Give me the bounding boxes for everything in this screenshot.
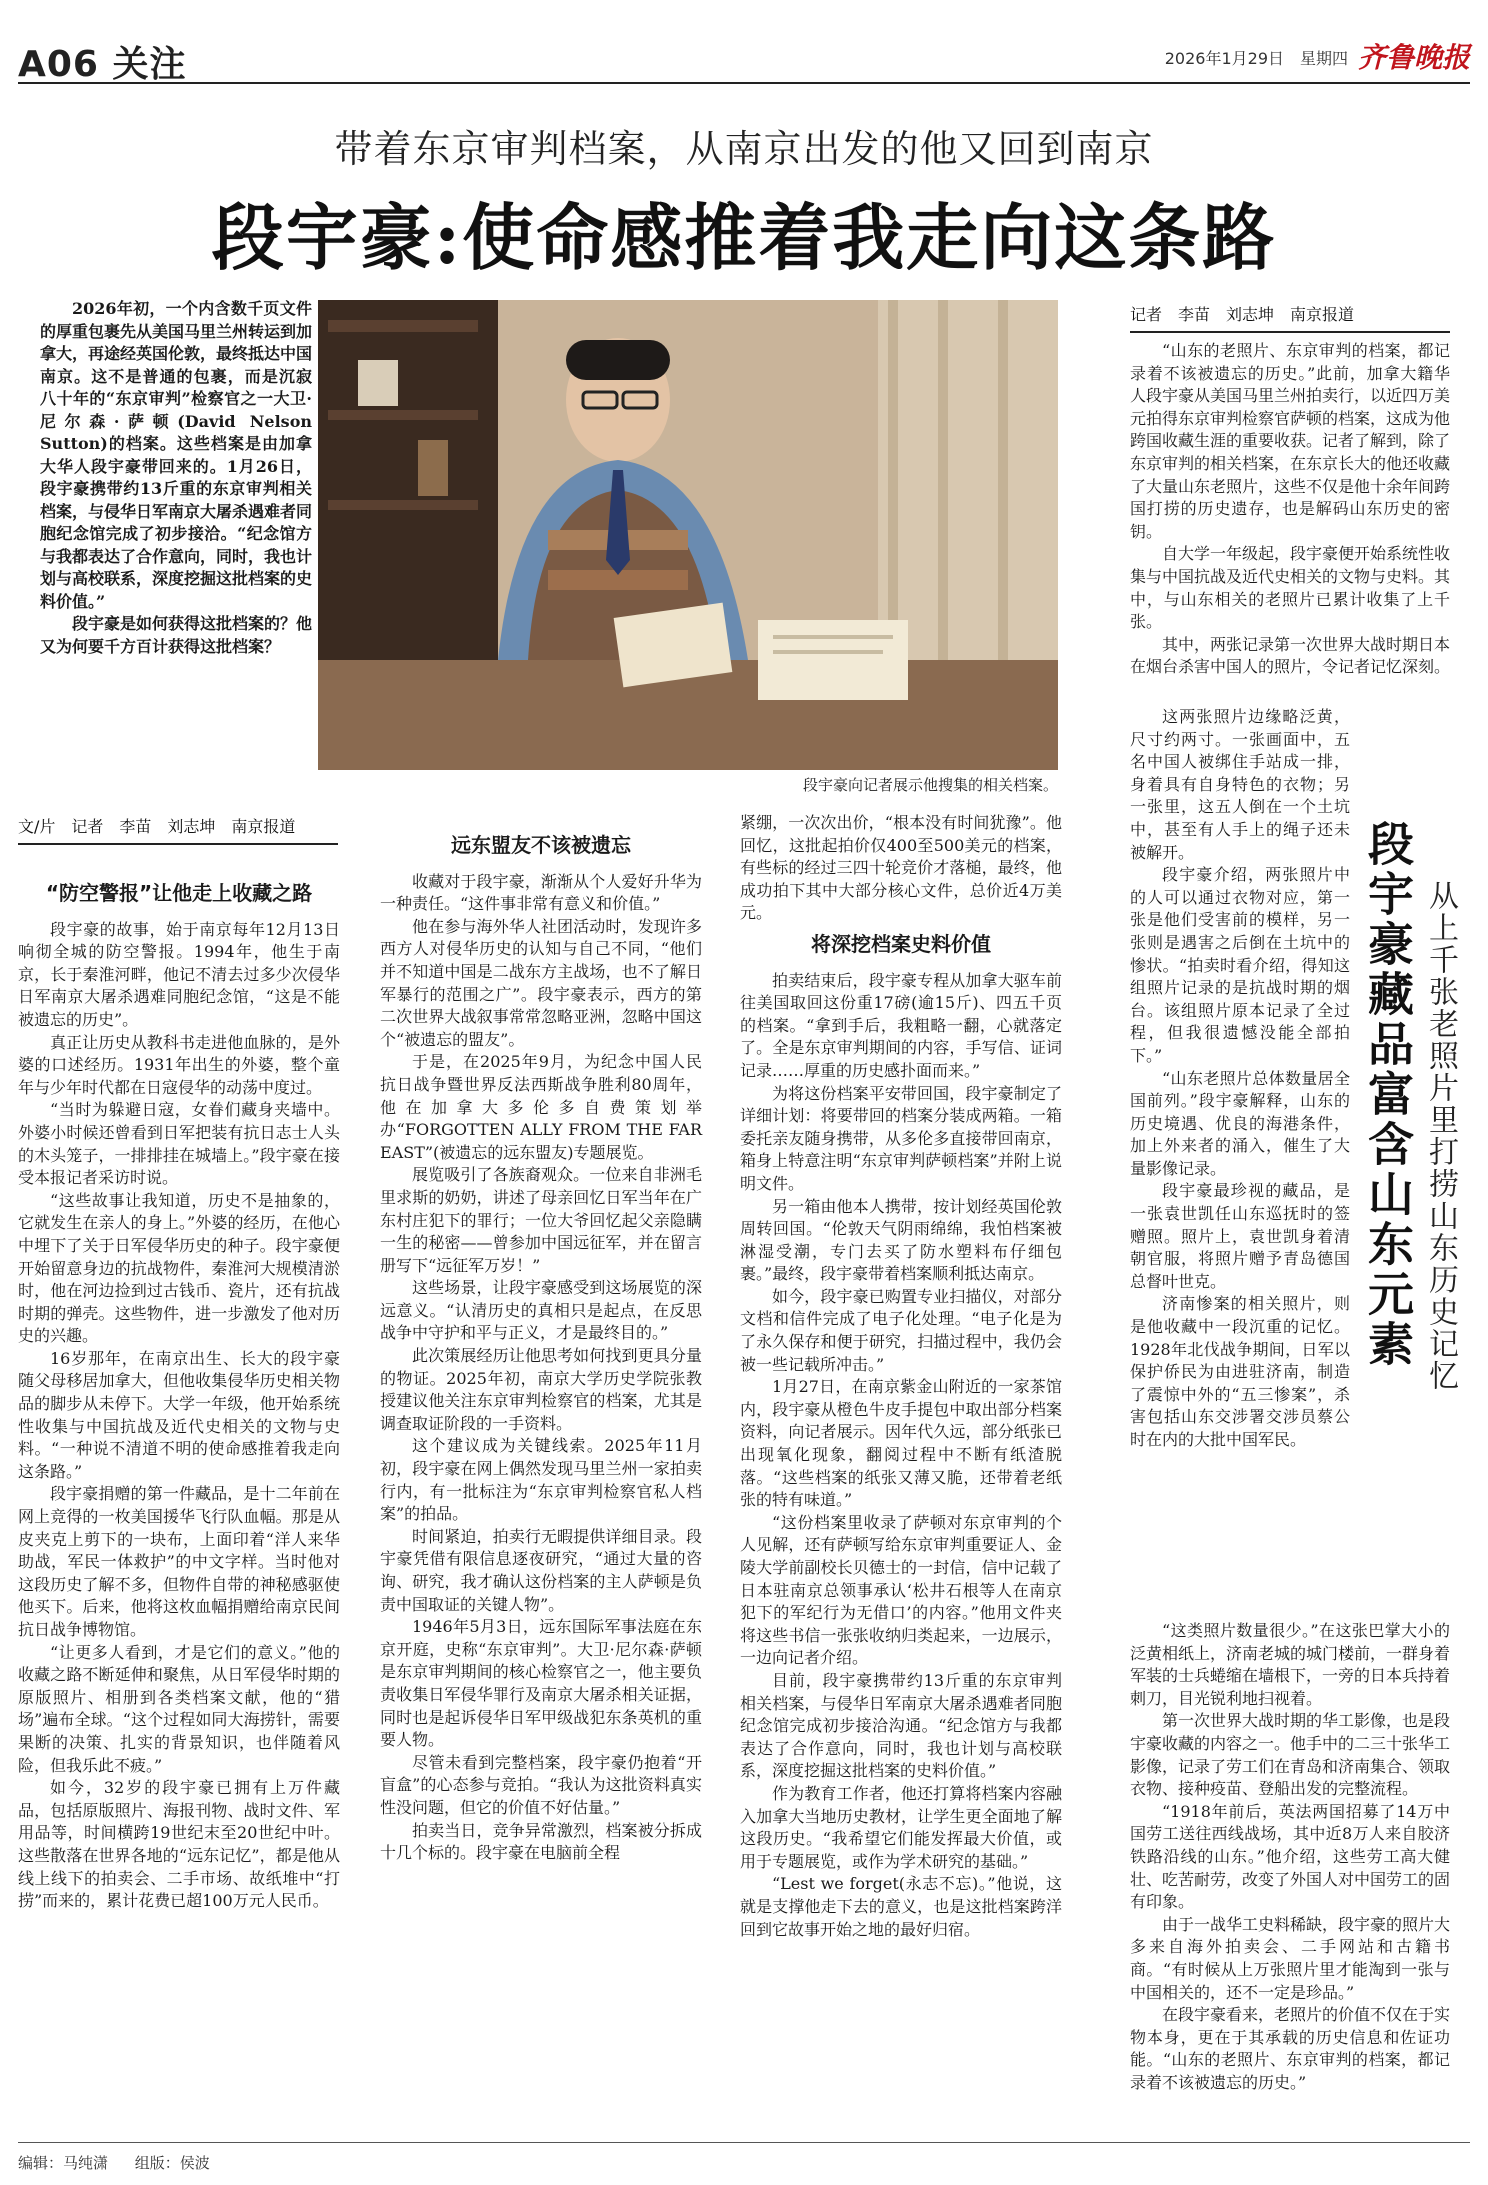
col3-paragraph: 另一箱由他本人携带，按计划经英国伦敦周转回国。“伦敦天气阴雨绵绵，我怕档案被淋湿受潮，专门去买了防水塑料布仔细包裹。”最终，段宇豪带着档案顺利抵达南京。: [740, 1196, 1062, 1284]
col4-narrow-paragraph: 段宇豪最珍视的藏品，是一张袁世凯任山东巡抚时的签赠照。照片上，袁世凯身着清朝官服，将照片赠予青岛德国总督叶世克。: [1130, 1181, 1350, 1291]
col4-paragraph: 自大学一年级起，段宇豪便开始系统性收集与中国抗战及近代史相关的文物与史料。其中，与山东相关的老照片已累计收集了上千张。: [1130, 544, 1451, 632]
side-headline-subtitle: 从上千张老照片里打捞山东历史记忆: [1423, 880, 1458, 1392]
layout-credit: 组版：侯波: [134, 2154, 210, 2172]
page-number: A06 关注: [18, 44, 187, 85]
col1-paragraph: 段宇豪的故事，始于南京每年12月13日响彻全城的防空警报。1994年，他生于南京，长于秦淮河畔，他记不清去过多少次侵华日军南京大屠杀遇难同胞纪念馆，“这是不能被遗忘的历史”。: [18, 919, 340, 1029]
col3-heading: 将深挖档案史料价值: [811, 931, 991, 956]
col1-paragraph: “这些故事让我知道，历史不是抽象的，它就发生在亲人的身上。”外婆的经历，在他心中埋下了关于日军侵华历史的种子。段宇豪便开始留意身边的抗战物件，秦淮河大规模清淤时，他在河边捡到过古钱币、瓷片，还有抗战时期的弹壳。这些物件，进一步激发了他对历史的兴趣。: [18, 1190, 340, 1346]
col4-narrow-paragraph: 这两张照片边缘略泛黄，尺寸约两寸。一张画面中，五名中国人被绑住手站成一排，身着具有自身特色的衣物；另一张里，这五人倒在一个土坑中，甚至有人手上的绳子还未被解开。: [1130, 707, 1350, 862]
col2-paragraph: 展览吸引了各族裔观众。一位来自非洲毛里求斯的奶奶，讲述了母亲回忆日军当年在广东村庄犯下的罪行；一位大爷回忆起父亲隐瞒一生的秘密——曾参加中国远征军，并在留言册写下“远征军万岁！”: [380, 1165, 702, 1275]
col2-paragraph: 拍卖当日，竞争异常激烈，档案被分拆成十几个标的。段宇豪在电脑前全程: [380, 1820, 702, 1863]
col4-paragraph: “山东的老照片、东京审判的档案，都记录着不该被遗忘的历史。”此前，加拿大籍华人段宇豪从美国马里兰州拍卖行，以近四万美元拍得东京审判检察官萨顿的档案，这成为他跨国收藏生涯的重要收获。记者了解到，除了东京审判的相关档案，在东京长大的他还收藏了大量山东老照片，这些不仅是他十余年间跨国打捞的历史遗存，也是解码山东历史的密钥。: [1130, 341, 1451, 541]
col3-paragraph: “这份档案里收录了萨顿对东京审判的个人见解，还有萨顿写给东京审判重要证人、金陵大学前副校长贝德士的一封信，信中记载了日本驻南京总领事承认‘松井石根等人在南京犯下的军纪行为无借口’的内容。”他用文件夹将这些书信一张张收纳归类起来，一边展示，一边向记者介绍。: [740, 1512, 1062, 1668]
lead-text-2: 段宇豪是如何获得这批档案的？他又为何要千方百计获得这批档案？: [40, 614, 313, 656]
col3-paragraph: 为将这份档案平安带回国，段宇豪制定了详细计划：将要带回的档案分装成两箱。一箱委托亲友随身携带，从多伦多直接带回南京，箱身上特意注明“东京审判萨顿档案”并附上说明文件。: [740, 1083, 1062, 1193]
col2-paragraph: 此次策展经历让他思考如何找到更具分量的物证。2025年初，南京大学历史学院张教授建议他关注东京审判检察官的档案，尤其是调查取证阶段的一手资料。: [380, 1346, 702, 1433]
photo-caption: 段宇豪向记者展示他搜集的相关档案。: [802, 776, 1058, 794]
article-title: 段宇豪:使命感推着我走向这条路: [211, 195, 1277, 280]
column-4-top: [1130, 340, 1450, 679]
col4-bottom-paragraph: 第一次世界大战时期的华工影像，也是段宇豪收藏的内容之一。他手中的二三十张华工影像，记录了劳工们在青岛和济南集合、领取衣物、接种疫苗、登船出发的完整流程。: [1130, 1711, 1451, 1799]
editor-credit: 编辑：马纯潇: [18, 2154, 109, 2172]
col3-intro: 紧绷，一次次出价，“根本没有时间犹豫”。他回忆，这批起拍价仅400至500美元的档案，有些标的经过三四十轮竞价才落槌，最终，他成功拍下其中大部分核心文件，总价近4万美元。: [740, 813, 1062, 923]
col1-heading: “防空警报”让他走上收藏之路: [45, 881, 313, 905]
col4-bottom-paragraph: 由于一战华工史料稀缺，段宇豪的照片大多来自海外拍卖会、二手网站和古籍书商。“有时候从上万张照片里才能淘到一张与中国相关的，还不一定是珍品。”: [1130, 1914, 1451, 2002]
col1-paragraph: “让更多人看到，才是它们的意义。”他的收藏之路不断延伸和聚焦，从日军侵华时期的原版照片、相册到各类档案文献，他的“猎场”遍布全球。“这个过程如同大海捞针，需要果断的决策、扎实的背景知识，也伴随着风险，但我乐此不疲。”: [18, 1642, 340, 1775]
col4-narrow-paragraph: 段宇豪介绍，两张照片中的人可以通过衣物对应，第一张是他们受害前的模样，另一张则是遇害之后倒在土坑中的惨状。“拍卖时看介绍，得知这组照片记录的是抗战时期的烟台。该组照片原本记录了全过程，但我很遗憾没能全部拍下。”: [1130, 865, 1350, 1065]
column-1: [18, 874, 340, 1913]
col2-paragraph: 时间紧迫，拍卖行无暇提供详细目录。段宇豪凭借有限信息逐夜研究，“通过大量的咨询、研究，我才确认这份档案的主人萨顿是负责中国取证的关键人物”。: [380, 1526, 702, 1614]
side-headline-title: 段宇豪藏品富含山东元素: [1361, 820, 1415, 1370]
col2-paragraph: 这个建议成为关键线索。2025年11月初，段宇豪在网上偶然发现马里兰州一家拍卖行内，有一批标注为“东京审判检察官私人档案”的拍品。: [380, 1436, 702, 1524]
col4-bottom-paragraph: “1918年前后，英法两国招募了14万中国劳工送往西线战场，其中近8万人来自胶济铁路沿线的山东。”他介绍，这些劳工高大健壮、吃苦耐劳，改变了外国人对中国劳工的固有印象。: [1130, 1801, 1451, 1912]
col2-heading: 远东盟友不该被遗忘: [451, 833, 631, 857]
col3-paragraph: 作为教育工作者，他还打算将档案内容融入加拿大当地历史教材，让学生更全面地了解这段历史。“我希望它们能发挥最大价值，或用于专题展览，或作为学术研究的基础。”: [740, 1783, 1062, 1871]
article-photo: [318, 300, 1058, 770]
issue-date: 2026年1月29日 星期四: [1164, 49, 1348, 68]
col2-paragraph: 尽管未看到完整档案，段宇豪仍抱着“开盲盒”的心态参与竞拍。“我认为这批资料真实性没问题，但它的价值不好估量。”: [380, 1752, 702, 1817]
col2-paragraph: 收藏对于段宇豪，渐渐从个人爱好升华为一种责任。“这件事非常有意义和价值。”: [380, 871, 702, 914]
col4-paragraph: 其中，两张记录第一次世界大战时期日本在烟台杀害中国人的照片，令记者记忆深刻。: [1130, 634, 1451, 677]
lead-paragraph: [40, 298, 312, 658]
byline-right: 记者 李苗 刘志坤 南京报道: [1130, 302, 1450, 333]
column-3: [740, 812, 1062, 1941]
lead-text-1: 2026年初，一个内含数千页文件的厚重包裹先从美国马里兰州转运到加拿大，再途经英国伦敦，最终抵达中国南京。: [40, 299, 313, 386]
column-2: [380, 826, 702, 1865]
col2-paragraph: 1946年5月3日，远东国际军事法庭在东京开庭，史称“东京审判”。大卫·尼尔森·萨顿是东京审判期间的核心检察官之一，他主要负责收集日军侵华罪行及南京大屠杀相关证据，同时也是起诉侵华日军甲级战犯东条英机的重要人物。: [380, 1617, 702, 1750]
col2-paragraph: 于是，在2025年9月，为纪念中国人民抗日战争暨世界反法西斯战争胜利80周年，他在加拿大多伦多自费策划举办“FORGOTTEN ALLY FROM THE FAR EAST”(被遗忘的远东盟友)专题展览。: [380, 1052, 702, 1162]
header-rule: [18, 82, 1470, 84]
masthead-logo: 齐鲁晚报: [1357, 41, 1470, 74]
col4-narrow-paragraph: “山东老照片总体数量居全国前列。”段宇豪解释，山东的历史境遇、优良的海港条件，加上外来者的涌入，催生了大量影像记录。: [1130, 1068, 1350, 1178]
byline-left: 文/片 记者 李苗 刘志坤 南京报道: [18, 814, 338, 845]
column-4-narrow: [1130, 706, 1350, 1452]
lead-text-1b: 这不是普通的包裹，而是沉寂八十年的“东京审判”检察官之一大卫·尼尔森·萨顿(David Nelson Sutton)的档案。这些档案是由加拿大华人段宇豪带回来的。1月26日，段宇豪携带约13斤重的东京审判相关档案，与侵华日军南京大屠杀遇难者同胞纪念馆完成了初步接洽。“纪念馆方与我都表达了合作意向，同时，我也计划与高校联系，深度挖掘这批档案的史料价值。”: [40, 366, 313, 611]
col4-bottom-paragraph: “这类照片数量很少。”在这张巴掌大小的泛黄相纸上，济南老城的城门楼前，一群身着军装的士兵蜷缩在墙根下，一旁的日本兵持着刺刀，目光锐利地扫视着。: [1130, 1621, 1451, 1708]
col3-paragraph: 1月27日，在南京紫金山附近的一家茶馆内，段宇豪从橙色牛皮手提包中取出部分档案资料，向记者展示。因年代久远，部分纸张已出现氧化现象，翻阅过程中不断有纸渣脱落。“这些档案的纸张又薄又脆，还带着老纸张的特有味道。”: [740, 1377, 1062, 1510]
col2-paragraph: 这些场景，让段宇豪感受到这场展览的深远意义。“认清历史的真相只是起点，在反思战争中守护和平与正义，才是最终目的。”: [380, 1278, 702, 1343]
col3-paragraph: 拍卖结束后，段宇豪专程从加拿大驱车前往美国取回这份重17磅(逾15斤)、四五千页的档案。“拿到手后，我粗略一翻，心就落定了。全是东京审判期间的内容，手写信、证词记录……厚重的历史感扑面而来。”: [740, 970, 1062, 1080]
footer-rule: [18, 2142, 1470, 2143]
col3-paragraph: “Lest we forget(永志不忘)。”他说，这就是支撑他走下去的意义，也是这批档案跨洋回到它故事开始之地的最好归宿。: [740, 1874, 1062, 1939]
col1-paragraph: 如今，32岁的段宇豪已拥有上万件藏品，包括原版照片、海报刊物、战时文件、军用品等，时间横跨19世纪末至20世纪中叶。这些散落在世界各地的“远东记忆”，都是他从线上线下的拍卖会、二手市场、故纸堆中“打捞”而来的，累计花费已超100万元人民币。: [18, 1778, 340, 1911]
col1-paragraph: 16岁那年，在南京出生、长大的段宇豪随父母移居加拿大，但他收集侵华历史相关物品的脚步从未停下。大学一年级，他开始系统性收集与中国抗战及近代史相关的文物与史料。“一种说不清道不明的使命感推着我走向这条路。”: [18, 1348, 340, 1481]
article-subtitle: 带着东京审判档案，从南京出发的他又回到南京: [334, 127, 1154, 171]
col4-bottom-paragraph: 在段宇豪看来，老照片的价值不仅在于实物本身，更在于其承载的历史信息和佐证功能。“山东的老照片、东京审判的档案，都记录着不该被遗忘的历史。”: [1130, 2005, 1451, 2092]
photo-illustration: [318, 300, 1058, 770]
col1-paragraph: 段宇豪捐赠的第一件藏品，是十二年前在网上竞得的一枚美国援华飞行队血幅。那是从皮夹克上剪下的一块布，上面印着“洋人来华助战，军民一体救护”的中文字样。当时他对这段历史了解不多，但物件自带的神秘感驱使他买下。后来，他将这枚血幅捐赠给南京民间抗日战争博物馆。: [18, 1484, 340, 1639]
column-4-bottom: [1130, 1620, 1450, 2094]
col3-paragraph: 目前，段宇豪携带约13斤重的东京审判相关档案，与侵华日军南京大屠杀遇难者同胞纪念馆完成初步接洽沟通。“纪念馆方与我都表达了合作意向，同时，我也计划与高校联系，深度挖掘这批档案的史料价值。”: [740, 1670, 1062, 1781]
col4-narrow-paragraph: 济南惨案的相关照片，则是他收藏中一段沉重的记忆。1928年北伐战争期间，日军以保护侨民为由进驻济南，制造了震惊中外的“五三惨案”，杀害包括山东交涉署交涉员蔡公时在内的大批中国军民。: [1130, 1294, 1350, 1449]
col1-paragraph: “当时为躲避日寇，女眷们藏身夹墙中。外婆小时候还曾看到日军把装有抗日志士人头的木头笼子，一排排挂在城墙上。”段宇豪在接受本报记者采访时说。: [18, 1100, 340, 1188]
col3-paragraph: 如今，段宇豪已购置专业扫描仪，对部分文档和信件完成了电子化处理。“电子化是为了永久保存和便于研究，扫描过程中，我仍会被一些记载所冲击。”: [740, 1286, 1062, 1374]
col2-paragraph: 他在参与海外华人社团活动时，发现许多西方人对侵华历史的认知与自己不同，“他们并不知道中国是二战东方主战场，也不了解日军暴行的范围之广”。段宇豪表示，西方的第二次世界大战叙事常常忽略亚洲，忽略中国这个“被遗忘的盟友”。: [380, 916, 702, 1049]
footer-credits: [18, 2152, 232, 2173]
col1-paragraph: 真正让历史从教科书走进他血脉的，是外婆的口述经历。1931年出生的外婆，整个童年与少年时代都在日寇侵华的动荡中度过。: [18, 1032, 340, 1097]
